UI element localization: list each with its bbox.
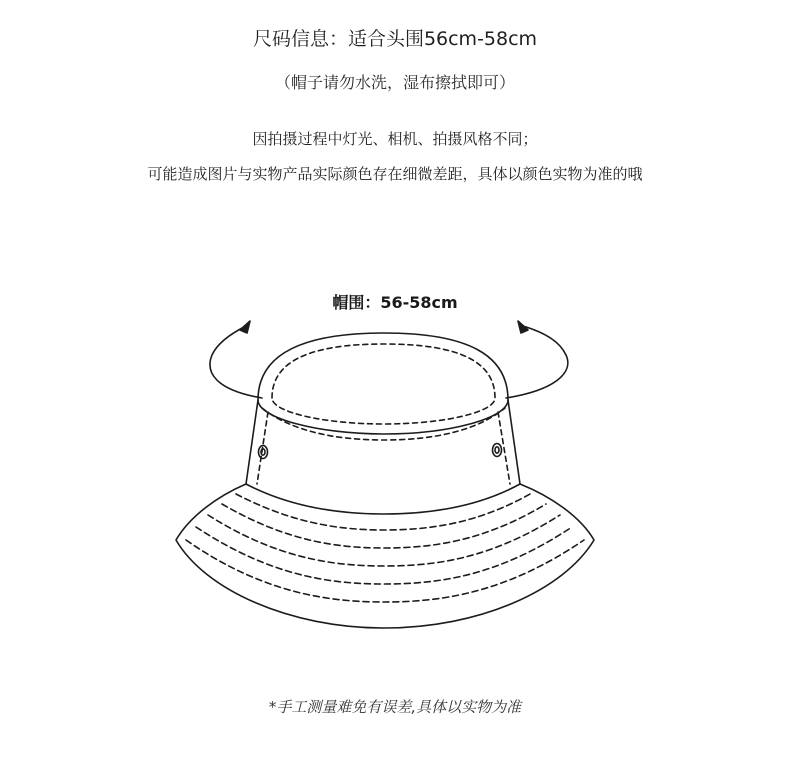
crown-top	[258, 333, 508, 434]
brim-stitch-4	[196, 527, 572, 584]
crown-side-left	[246, 400, 258, 484]
circumference-arc-right	[506, 326, 568, 398]
care-note: （帽子请勿水洗，湿布擦拭即可）	[274, 73, 515, 92]
disclaimer-line-1: 因拍摄过程中灯光、相机、拍摄风格不同；	[252, 130, 538, 148]
hat-circumference-label: 帽围：56-58cm	[332, 293, 458, 312]
eyelet-right-inner-icon	[495, 447, 499, 453]
arrow-head-left-icon	[240, 321, 250, 333]
brim-stitch-3	[208, 515, 560, 566]
eyelet-right-icon	[493, 444, 502, 457]
brim-join	[246, 484, 520, 514]
size-info-title: 尺码信息：适合头围56cm-58cm	[252, 28, 538, 50]
circumference-arc-left	[210, 326, 262, 398]
brim-outer	[176, 484, 594, 628]
bucket-hat-icon	[176, 321, 594, 628]
crown-side-right-stitch	[498, 412, 510, 484]
brim-stitch-5	[186, 540, 584, 602]
crown-top-stitch	[272, 344, 495, 424]
hat-diagram	[0, 300, 790, 660]
crown-side-right	[508, 400, 520, 484]
measurement-footnote: *手工测量难免有误差,具体以实物为准	[268, 698, 522, 716]
brim-stitch-2	[222, 504, 546, 548]
disclaimer-line-2: 可能造成图片与实物产品实际颜色存在细微差距，具体以颜色实物为准的哦	[147, 165, 643, 183]
